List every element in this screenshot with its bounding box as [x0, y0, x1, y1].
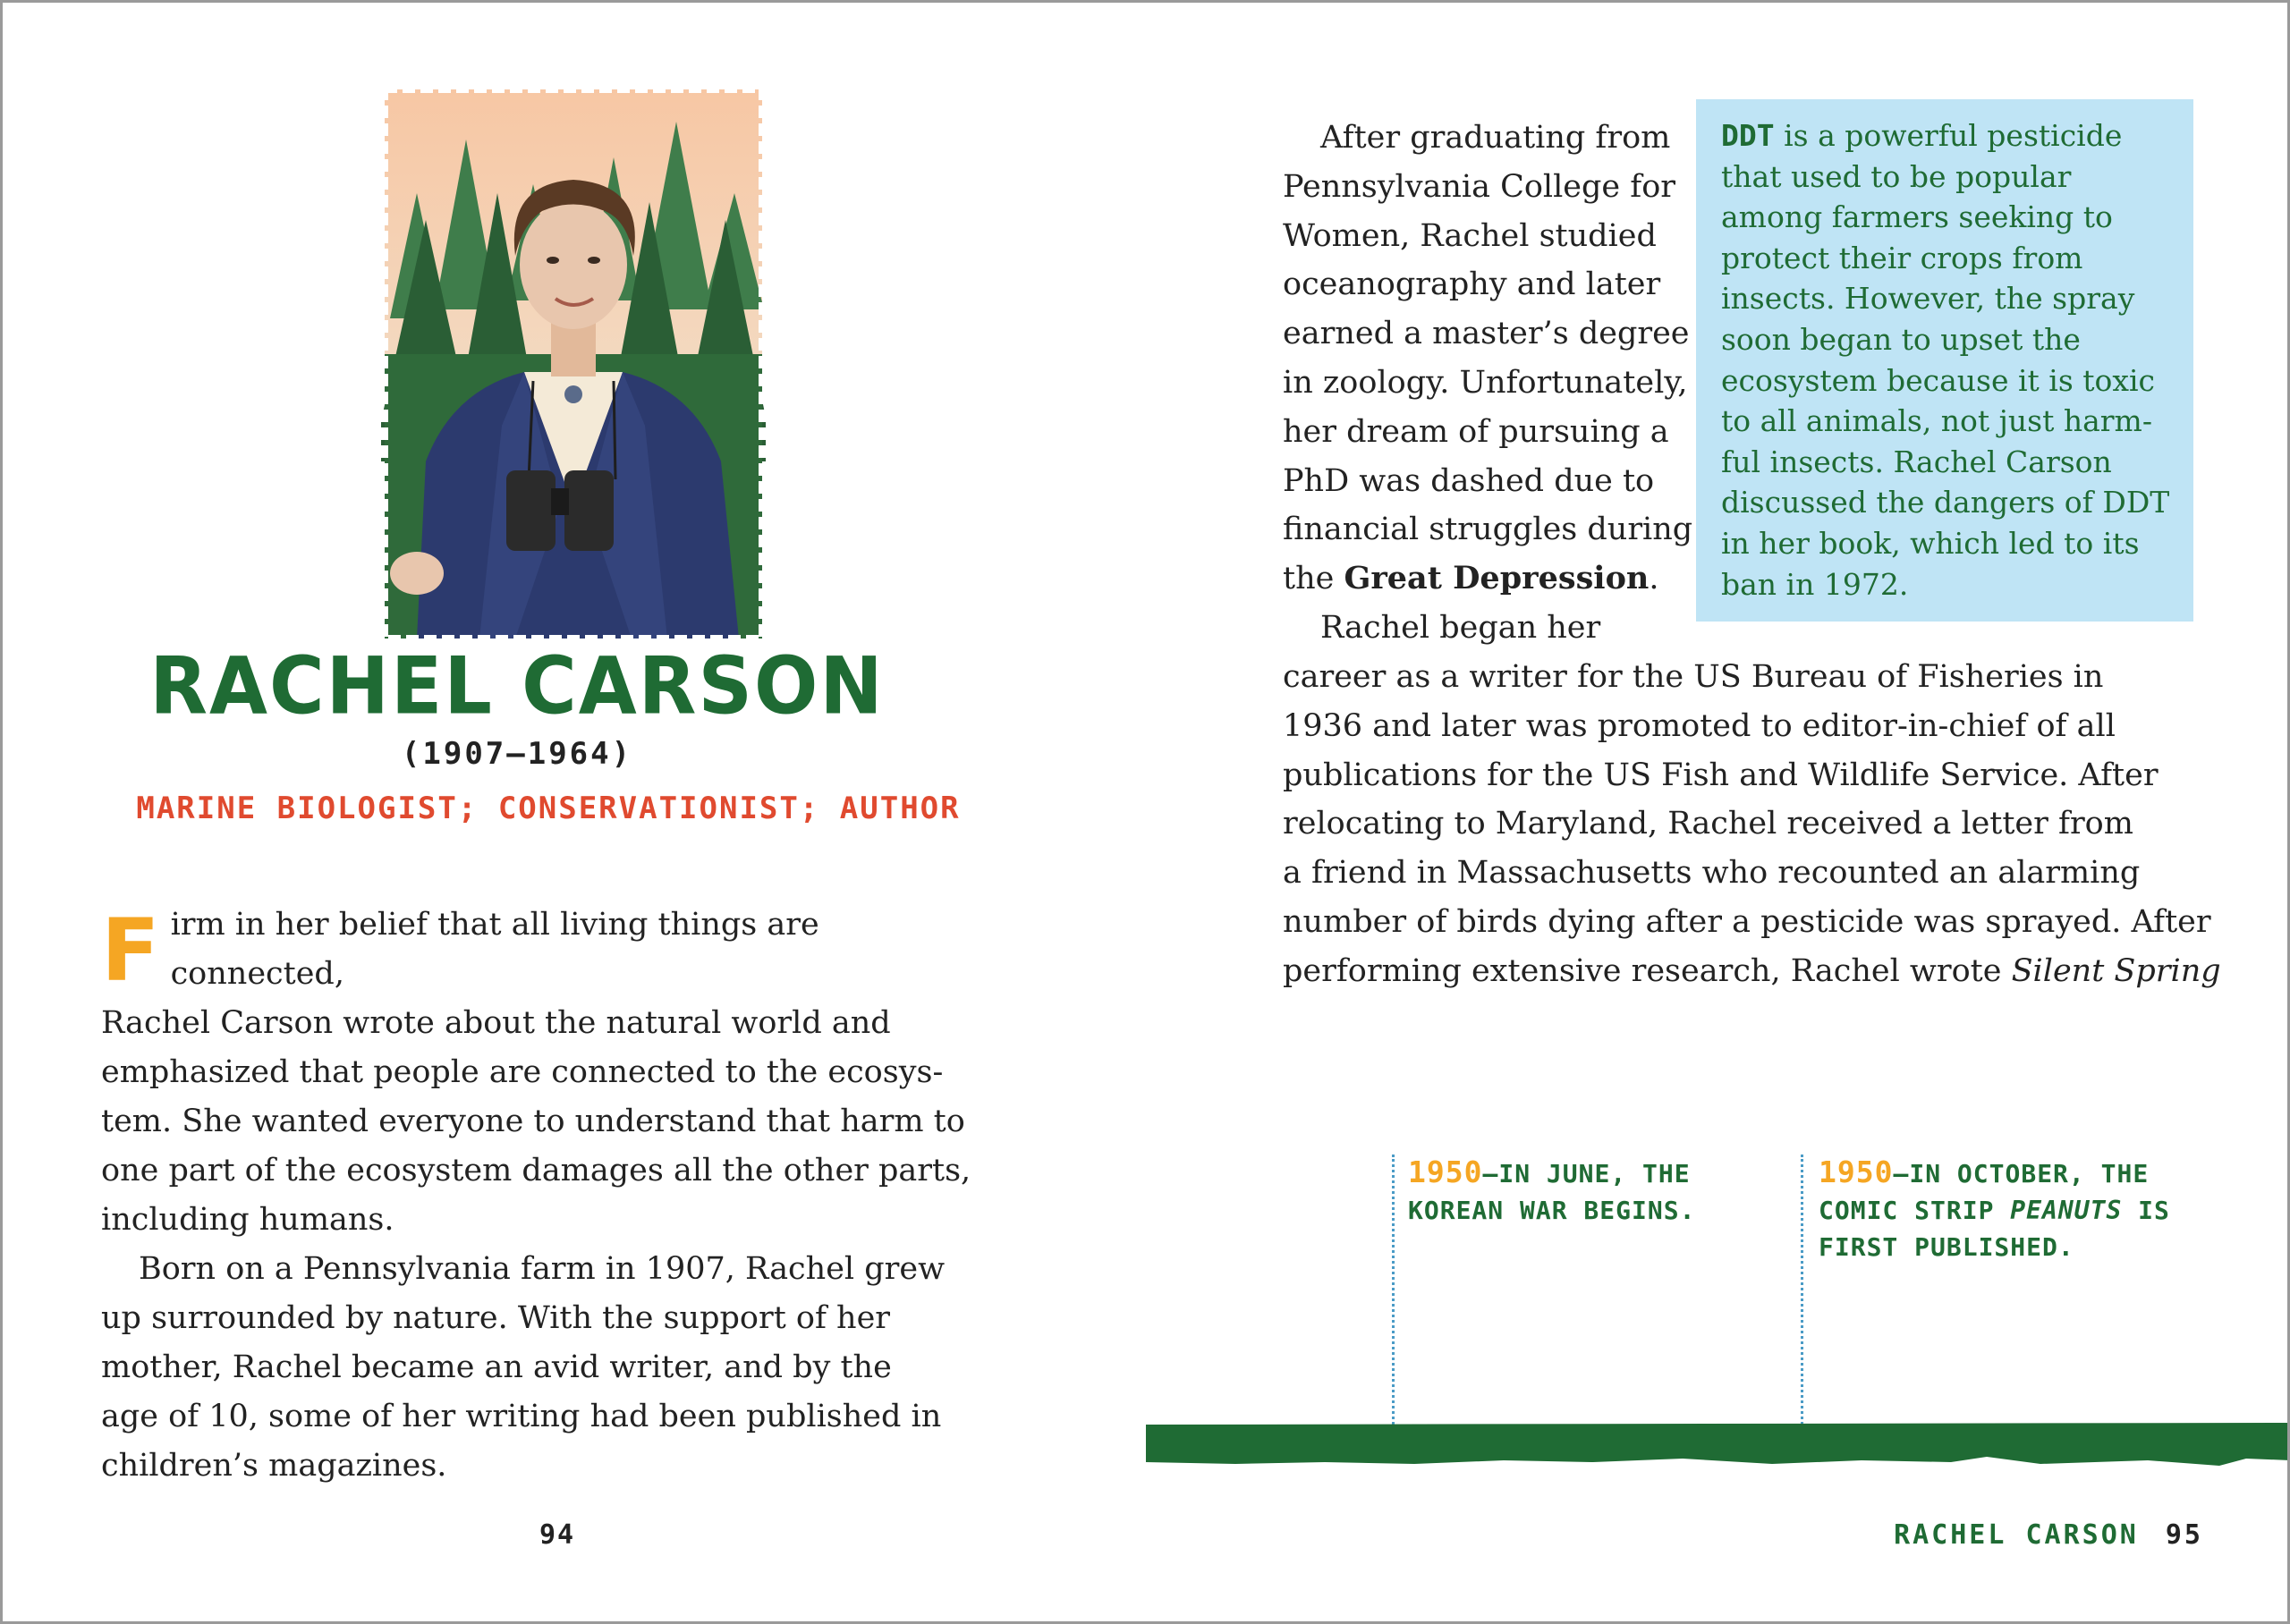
text-line: PhD was dashed due to	[1283, 462, 1655, 499]
sidebar-line: that used to be popular	[1721, 158, 2072, 194]
sidebar-line: ful insects. Rachel Carson	[1721, 444, 2112, 479]
text-fragment: .	[1649, 561, 1659, 597]
text-line: up surrounded by nature. With the support of her	[101, 1300, 891, 1336]
running-head: RACHEL CARSON	[1894, 1519, 2139, 1551]
text-line: publications for the US Fish and Wildlife Service. After	[1283, 757, 2159, 793]
text-line: mother, Rachel became an avid writer, and by the	[101, 1349, 892, 1385]
text-fragment: performing extensive research, Rachel wrote	[1283, 952, 2012, 989]
text-line: children’s magazines.	[101, 1448, 447, 1484]
timeline-marker-line	[1801, 1155, 1803, 1441]
text-line: one part of the ecosystem damages all the other parts,	[101, 1153, 971, 1188]
timeline-text: KOREAN WAR BEGINS.	[1408, 1196, 1696, 1225]
sidebar-line: to all animals, not just harm-	[1721, 403, 2152, 439]
text-line	[1283, 554, 1694, 604]
timeline-entry-korean-war	[1408, 1154, 1784, 1229]
text-line: emphasized that people are connected to the ecosys-	[101, 1054, 944, 1090]
text-line: financial struggles during	[1283, 512, 1693, 548]
timeline-text: IS	[2122, 1196, 2170, 1225]
timeline-text: —IN JUNE, THE	[1482, 1159, 1691, 1188]
timeline-entry-peanuts	[1819, 1154, 2194, 1265]
sidebar-line: is a powerful pesticide	[1774, 118, 2123, 153]
text-line: age of 10, some of her writing had been published in	[101, 1399, 942, 1434]
sidebar-line: among farmers seeking to	[1721, 199, 2113, 235]
ddt-sidebar	[1696, 99, 2193, 622]
sidebar-line: in her book, which led to its	[1721, 525, 2140, 561]
timeline-bar	[1146, 1423, 2290, 1476]
page-number-right: 95	[2165, 1519, 2203, 1551]
text-line: career as a writer for the US Bureau of Fisheries in	[1283, 659, 2104, 695]
paragraph-childhood	[101, 1245, 996, 1491]
text-line: earned a master’s degree	[1283, 316, 1690, 352]
text-line: Women, Rachel studied	[1283, 217, 1657, 254]
timeline-text: COMIC STRIP	[1819, 1196, 2011, 1225]
text-line: her dream of pursuing a	[1283, 413, 1669, 450]
right-body-text	[1283, 653, 2221, 996]
great-depression-term: Great Depression	[1344, 560, 1650, 597]
text-line: tem. She wanted everyone to understand that harm to	[101, 1104, 965, 1139]
timeline-text: FIRST PUBLISHED.	[1819, 1232, 2074, 1262]
life-dates: (1907–1964)	[401, 736, 633, 772]
profile-name-title: RACHEL CARSON	[149, 639, 885, 732]
text-line: 1936 and later was promoted to editor-in-chief of all	[1283, 707, 2116, 744]
timeline-year: 1950	[1408, 1155, 1483, 1189]
sidebar-line: ecosystem because it is toxic	[1721, 362, 2156, 398]
portrait-illustration	[381, 86, 766, 642]
text-line: oceanography and later	[1283, 266, 1661, 303]
timeline-marker-line	[1392, 1155, 1395, 1441]
sidebar-line: protect their crops from	[1721, 240, 2083, 275]
paragraph-intro	[101, 901, 996, 1245]
text-line: Pennsylvania College for	[1283, 168, 1676, 205]
text-line: relocating to Maryland, Rachel received a letter from	[1283, 806, 2133, 842]
page-number-left: 94	[539, 1519, 576, 1551]
text-line: in zoology. Unfortunately,	[1283, 364, 1688, 401]
dropcap-letter: F	[101, 901, 160, 1001]
text-line: a friend in Massachusetts who recounted an alarming	[1283, 855, 2141, 892]
text-fragment: the	[1283, 561, 1344, 597]
left-body-text	[101, 901, 996, 1491]
sidebar-line: insects. However, the spray	[1721, 281, 2135, 317]
text-line	[1283, 947, 2221, 996]
text-line: including humans.	[101, 1202, 394, 1238]
ddt-term: DDT	[1721, 118, 1775, 153]
right-column-text	[1283, 114, 1694, 653]
text-line: Born on a Pennsylvania farm in 1907, Rachel grew	[139, 1251, 946, 1287]
text-line: Rachel Carson wrote about the natural world and	[101, 1005, 891, 1041]
sidebar-line: ban in 1972.	[1721, 566, 1909, 602]
text-line: Rachel began her	[1320, 609, 1601, 646]
sidebar-line: discussed the dangers of DDT	[1721, 485, 2170, 520]
silent-spring-title: Silent Spring	[2011, 952, 2221, 989]
peanuts-title: PEANUTS	[2010, 1196, 2123, 1225]
timeline-text: —IN OCTOBER, THE	[1893, 1159, 2150, 1188]
timeline-year: 1950	[1819, 1155, 1894, 1189]
running-footer-right	[1881, 1519, 2203, 1551]
sidebar-line: soon began to upset the	[1721, 321, 2081, 357]
text-line: After graduating from	[1320, 120, 1671, 156]
text-line: irm in her belief that all living things are connected,	[170, 907, 819, 992]
profession-subtitle: MARINE BIOLOGIST; CONSERVATIONIST; AUTHOR	[136, 791, 961, 826]
text-line: number of birds dying after a pesticide was sprayed. After	[1283, 903, 2211, 940]
